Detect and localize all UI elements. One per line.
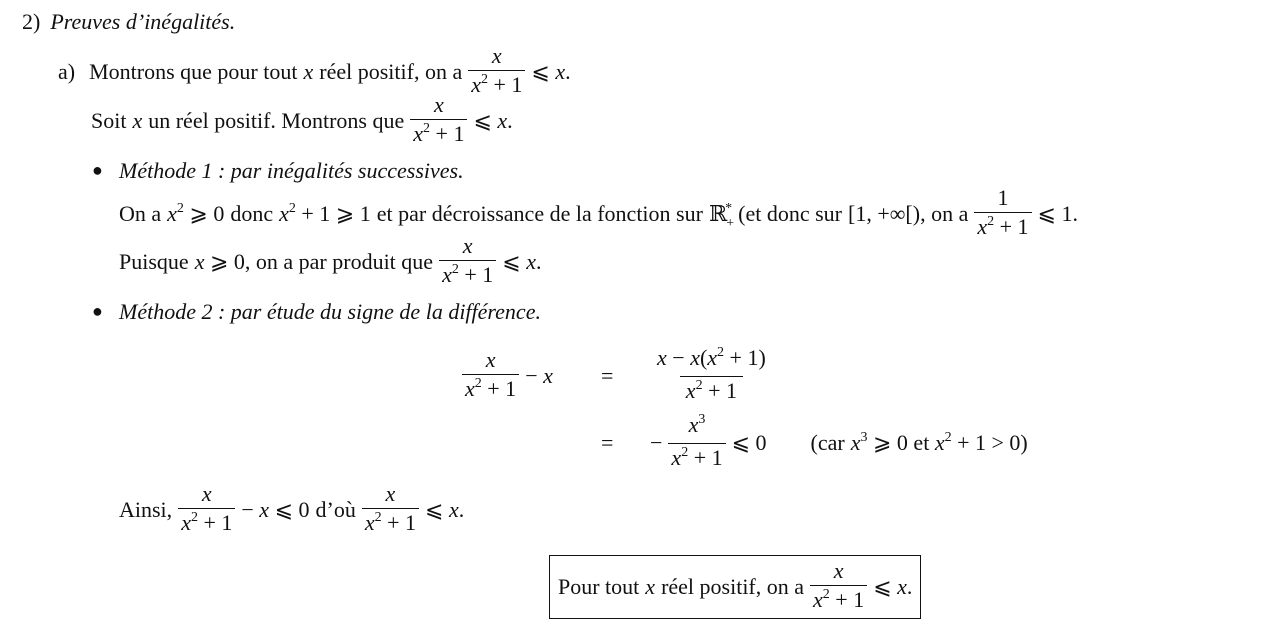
fraction-1-over-x2-plus-1: $\frac{1}{x^2 + 1}$ xyxy=(974,185,1031,244)
equals-sign-1: = xyxy=(601,363,614,388)
fraction-x-over-x2-plus-1: $\frac{x}{x^2 + 1}$ xyxy=(410,92,467,151)
bullet-method-1: ● xyxy=(92,160,103,180)
equals-sign-2: = xyxy=(601,430,614,455)
part-a-label: a) xyxy=(58,59,76,84)
real-positive-set: ℝ$_+$* xyxy=(708,201,735,231)
equation-lhs: $\frac{x}{x^2 + 1}$ − x xyxy=(456,348,553,404)
setup-mid: un réel positif. Montrons que xyxy=(148,108,405,133)
section-number: 2) xyxy=(22,9,41,34)
statement-mid: réel positif, on a xyxy=(319,59,463,84)
fraction-x-over-x2-plus-1: $\frac{x}{x^2 + 1}$ xyxy=(468,43,525,102)
method-1-line-1: On a $x^2$ ⩾ 0 donc $x^2 + 1$ ⩾ 1 et par décroissance de la fonction sur ℝ$_+$* (et donc sur [1, +∞[ ), on a $\frac{1}{x^2 + 1}$ ⩽ 1. xyxy=(119,186,1078,242)
method-2-title: Méthode 2 : par étude du signe de la différence. xyxy=(119,299,541,324)
boxed-result: Pour tout x réel positif, on a $\frac{x}{x^2 + 1}$ ⩽ x. xyxy=(549,555,921,619)
bullet-method-2: ● xyxy=(92,301,103,321)
method-1-line-2: Puisque x ⩾ 0 , on a par produit que $\frac{x}{x^2 + 1}$ ⩽ x. xyxy=(119,234,541,290)
fraction-x-over-x2-plus-1: $\frac{x}{x^2 + 1}$ xyxy=(439,233,496,292)
part-a-statement: a) Montrons que pour tout x réel positif, on a $\frac{x}{x^2 + 1}$ ⩽ x. xyxy=(58,44,571,100)
statement-prefix: Montrons que pour tout xyxy=(89,59,298,84)
section-header xyxy=(22,8,235,36)
part-a-setup: Soit x un réel positif. Montrons que $\frac{x}{x^2 + 1}$ ⩽ x. xyxy=(91,93,513,149)
section-title: Preuves d’inégalités. xyxy=(50,9,236,34)
method-1-title: Méthode 1 : par inégalités successives. xyxy=(119,158,464,183)
equation-rhs-2: − $\frac{x^3}{x^2 + 1}$ ⩽ 0 (car $x^3$ ⩾ 0 et $x^2 + 1 > 0$) xyxy=(650,413,1028,473)
equation-rhs-1: $\frac{x - x(x^2 + 1)}{x^2 + 1}$ xyxy=(648,348,775,404)
setup-prefix: Soit xyxy=(91,108,127,133)
conclusion-line: Ainsi, $\frac{x}{x^2 + 1}$ − x ⩽ 0 d’où $\frac{x}{x^2 + 1}$ ⩽ x. xyxy=(119,482,464,538)
